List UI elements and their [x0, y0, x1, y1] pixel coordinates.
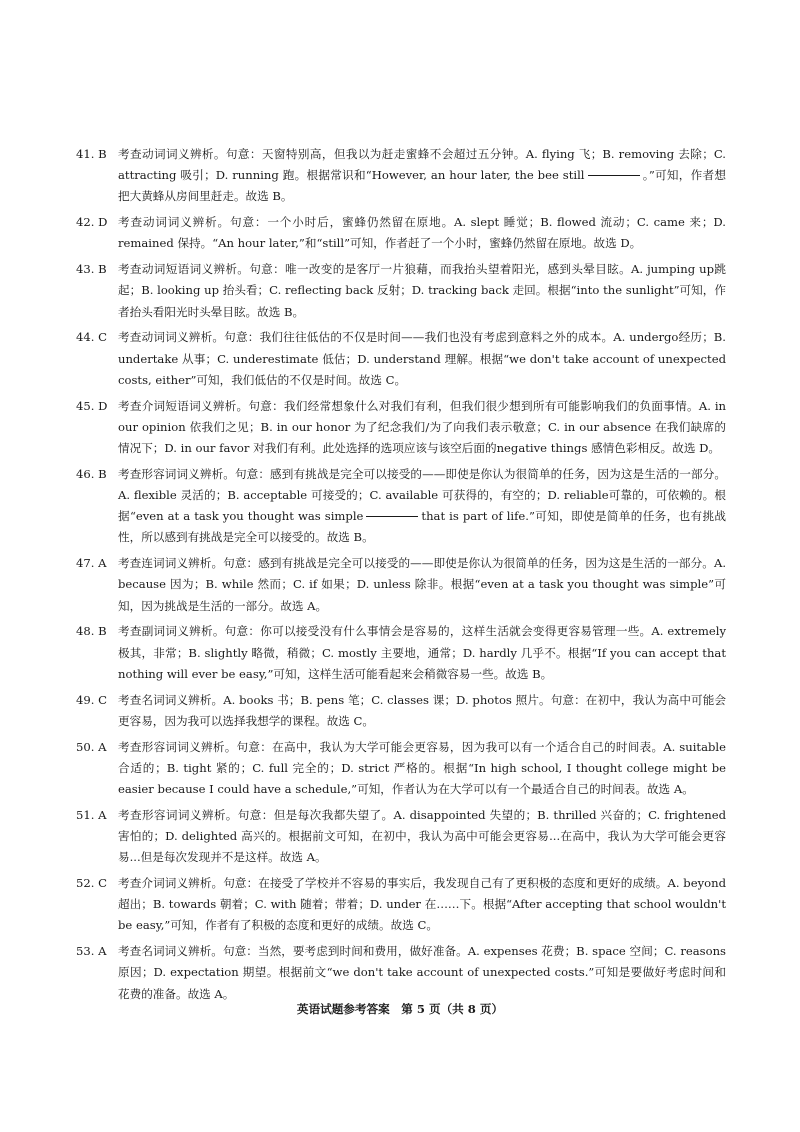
answer-item-49	[76, 690, 726, 732]
explanation-text: 考查形容词词义辨析。句意：感到有挑战是完全可以接受的——即使是你认为很简单的任务，因为这是生活的一部分。A. flexible 灵活的；B. acceptable 可接受的；C. available 可获得的，有空的；D. reliable可靠的，可依赖的。根据“even at a task you thought was simple	[118, 466, 726, 524]
explanation-text: 考查形容词词义辨析。句意：在高中，我认为大学可能会更容易，因为我可以有一个适合自己的时间表。A. suitable 合适的；B. tight 紧的；C. full 完全的；D. strict 严格的。根据“In high school, I thought college might be easier because I could have a schedule,”可知，作者认为在大学可以有一个最适合自己的时间表。故选 A。	[118, 739, 726, 797]
answer-item-52	[76, 873, 726, 937]
explanation-text: 考查连词词义辨析。句意：感到有挑战是完全可以接受的——即使是你认为很简单的任务，因为这是生活的一部分。A. because 因为；B. while 然而；C. if 如果；D. unless 除非。根据“even at a task you thought was simple”可知，因为挑战是生活的一部分。故选 A。	[118, 556, 726, 613]
page-footer: 英语试题参考答案 第 5 页（共 8 页）	[296, 1002, 504, 1016]
question-number: 49. C	[76, 692, 107, 707]
explanation-text: 考查形容词词义辨析。句意：但是每次我都失望了。A. disappointed 失望的；B. thrilled 兴奋的；C. frightened 害怕的；D. delighted 高兴的。根据前文可知，在初中，我认为高中可能会更容易...在高中，我认为大学可能会更容易...但是每次发现并不是这样。故选 A。	[118, 807, 726, 865]
explanation-text: 考查介词词义辨析。句意：在接受了学校并不容易的事实后，我发现自己有了更积极的态度和更好的成绩。A. beyond 超出；B. towards 朝着；C. with 随着；带着；D. under 在……下。根据“After accepting that school wouldn't be easy,”可知，作者有了积极的态度和更好的成绩。故选 C。	[118, 876, 726, 933]
answer-item-41	[76, 144, 726, 208]
question-number: 47. A	[76, 556, 107, 571]
explanation-text: 考查动词词义辨析。句意：一个小时后，蜜蜂仍然留在原地。A. slept 睡觉；B. flowed 流动；C. came 来；D. remained 保持。“An hour later,”和“still”可知，作者赶了一个小时，蜜蜂仍然留在原地。故选 D。	[118, 215, 726, 251]
answer-item-46	[76, 464, 726, 549]
explanation-text: 考查动词短语词义辨析。句意：唯一改变的是客厅一片狼藉，而我抬头望着阳光，感到头晕目眩。A. jumping up跳起；B. looking up 抬头看；C. reflecting back 反射；D. tracking back 走回。根据“into the sunlight”可知，作者抬头看阳光时头晕目眩。故选 B。	[118, 262, 726, 319]
explanation-text: 考查名词词义辨析。句意：当然，要考虑到时间和费用，做好准备。A. expenses 花费；B. space 空间；C. reasons 原因；D. expectation 期望。根据前文“we don't take account of unexpected costs.”可知是要做好考虑时间和花费的准备。故选 A。	[118, 944, 726, 1001]
question-number: 51. A	[76, 807, 107, 822]
answer-item-45	[76, 396, 726, 460]
answer-item-42	[76, 212, 726, 254]
explanation-text: 考查动词词义辨析。句意：天窗特别高，但我以为赶走蜜蜂不会超过五分钟。A. flying 飞；B. removing 去除；C. attracting 吸引；D. running 跑。根据常识和“However, an hour later, the bee still	[118, 147, 726, 183]
explanation-text: that is part of life.”可知，即使是简单的任务，也有挑战性，所以感到有挑战是完全可以接受的。故选 B。	[118, 509, 726, 545]
fill-blank	[366, 515, 418, 517]
question-number: 42. D	[76, 215, 108, 230]
answer-item-43	[76, 259, 726, 323]
answer-item-50	[76, 737, 726, 801]
question-number: 50. A	[76, 739, 107, 754]
question-number: 45. D	[76, 398, 108, 413]
question-number: 43. B	[76, 262, 107, 277]
question-number: 48. B	[76, 624, 107, 639]
answer-item-53	[76, 941, 726, 1005]
question-number: 41. B	[76, 147, 107, 161]
question-number: 53. A	[76, 944, 107, 959]
answer-item-44	[76, 327, 726, 391]
fill-blank	[588, 174, 640, 176]
answer-item-48	[76, 621, 726, 685]
explanation-text: 考查动词词义辨析。句意：我们往往低估的不仅是时间——我们也没有考虑到意料之外的成本。A. undergo经历；B. undertake 从事；C. underestimate 低估；D. understand 理解。根据“we don't take account of unexpected costs, either”可知，我们低估的不仅是时间。故选 C。	[118, 330, 726, 387]
question-number: 46. B	[76, 466, 107, 481]
explanation-text: 。”可知，作者想把大黄蜂从房间里赶走。故选 B。	[118, 168, 726, 204]
question-number: 44. C	[76, 330, 107, 345]
question-number: 52. C	[76, 876, 107, 891]
explanation-text: 考查名词词义辨析。A. books 书；B. pens 笔；C. classes 课；D. photos 照片。句意：在初中，我认为高中可能会更容易，因为我可以选择我想学的课程。故选 C。	[118, 692, 726, 728]
answer-item-47	[76, 553, 726, 617]
explanation-text: 考查介词短语词义辨析。句意：我们经常想象什么对我们有利，但我们很少想到所有可能影响我们的负面事情。A. in our opinion 依我们之见；B. in our honor 为了纪念我们/为了向我们表示敬意；C. in our absence 在我们缺席的情况下；D. in our favor 对我们有利。此处选择的选项应该与该空后面的negative things 感情色彩相反。故选 D。	[118, 398, 726, 456]
explanation-text: 考查副词词义辨析。句意：你可以接受没有什么事情会是容易的，这样生活就会变得更容易管理一些。A. extremely 极其，非常；B. slightly 略微，稍微；C. mostly 主要地，通常；D. hardly 几乎不。根据“If you can accept that nothing will ever be easy,”可知，这样生活可能看起来会稍微容易一些。故选 B。	[118, 624, 726, 681]
answer-list	[76, 144, 726, 1009]
answer-item-51	[76, 805, 726, 869]
